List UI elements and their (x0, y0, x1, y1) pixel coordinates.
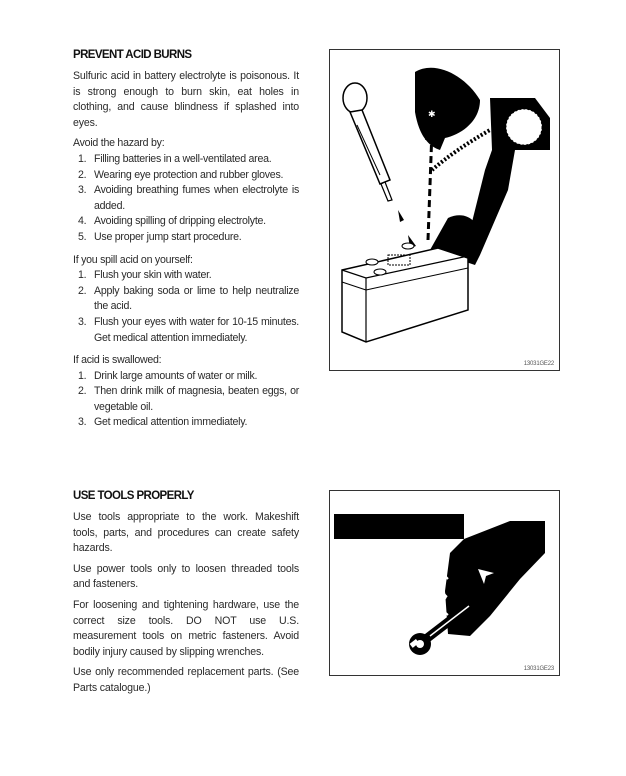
figure-battery-acid (329, 49, 560, 371)
figure-id: 13031GE22 (523, 361, 554, 367)
hydrometer-icon (343, 83, 416, 248)
group-label-spill: If you spill acid on yourself: (73, 253, 193, 266)
section-use-tools-properly (73, 490, 299, 702)
spill-acid-list (73, 268, 299, 346)
section-heading: PREVENT ACID BURNS (73, 49, 192, 61)
battery-acid-illustration (330, 50, 561, 372)
swallowed-acid-list (73, 369, 299, 431)
black-bar (334, 514, 464, 539)
list-item: 4. Avoiding spilling of dripping electrolyte. (78, 215, 266, 228)
list-item: 3. Avoiding breathing fumes when electrolyte is added. (78, 184, 299, 212)
paragraph: Use power tools only to loosen threaded tools and fasteners. (73, 562, 299, 591)
list-item: 3. Flush your eyes with water for 10-15 minutes. Get medical attention immediately. (78, 315, 299, 344)
paragraph: For loosening and tightening hardware, use the correct size tools. DO NOT use U.S. measurement tools on metric fasteners. Avoid bodily injury caused by slipping wrenches. (73, 598, 299, 658)
section-heading: USE TOOLS PROPERLY (73, 490, 194, 502)
group-label-avoid: Avoid the hazard by: (73, 137, 165, 150)
battery-icon (342, 243, 468, 342)
list-item: 3. Get medical attention immediately. (78, 416, 248, 429)
list-item: 2. Then drink milk of magnesia, beaten eggs, or vegetable oil. (78, 385, 299, 413)
list-item: 1. Flush your skin with water. (78, 269, 212, 282)
avoid-hazard-list (73, 152, 299, 246)
paragraph: Use tools appropriate to the work. Makeshift tools, parts, and procedures can create safety hazards. (73, 511, 299, 555)
intro-paragraph: Sulfuric acid in battery electrolyte is poisonous. It is strong enough to burn skin, eat holes in clothing, and cause blindness if splashed into eyes. (73, 70, 299, 129)
figure-tools (329, 490, 560, 676)
svg-text:✱: ✱ (428, 109, 436, 119)
figure-id: 13031GE23 (523, 666, 554, 672)
list-item: 1. Drink large amounts of water or milk. (78, 369, 258, 382)
paragraph: Use only recommended replacement parts. (See Parts catalogue.) (73, 666, 299, 694)
list-item: 2. Apply baking soda or lime to help neutralize the acid. (78, 284, 299, 313)
list-item: 1. Filling batteries in a well-ventilated area. (78, 152, 272, 165)
group-label-swallowed: If acid is swallowed: (73, 354, 162, 367)
list-item: 2. Wearing eye protection and rubber gloves. (78, 168, 284, 181)
section-prevent-acid-burns (73, 49, 299, 438)
list-item: 5. Use proper jump start procedure. (78, 230, 242, 243)
hand-wrench-illustration (330, 491, 561, 677)
